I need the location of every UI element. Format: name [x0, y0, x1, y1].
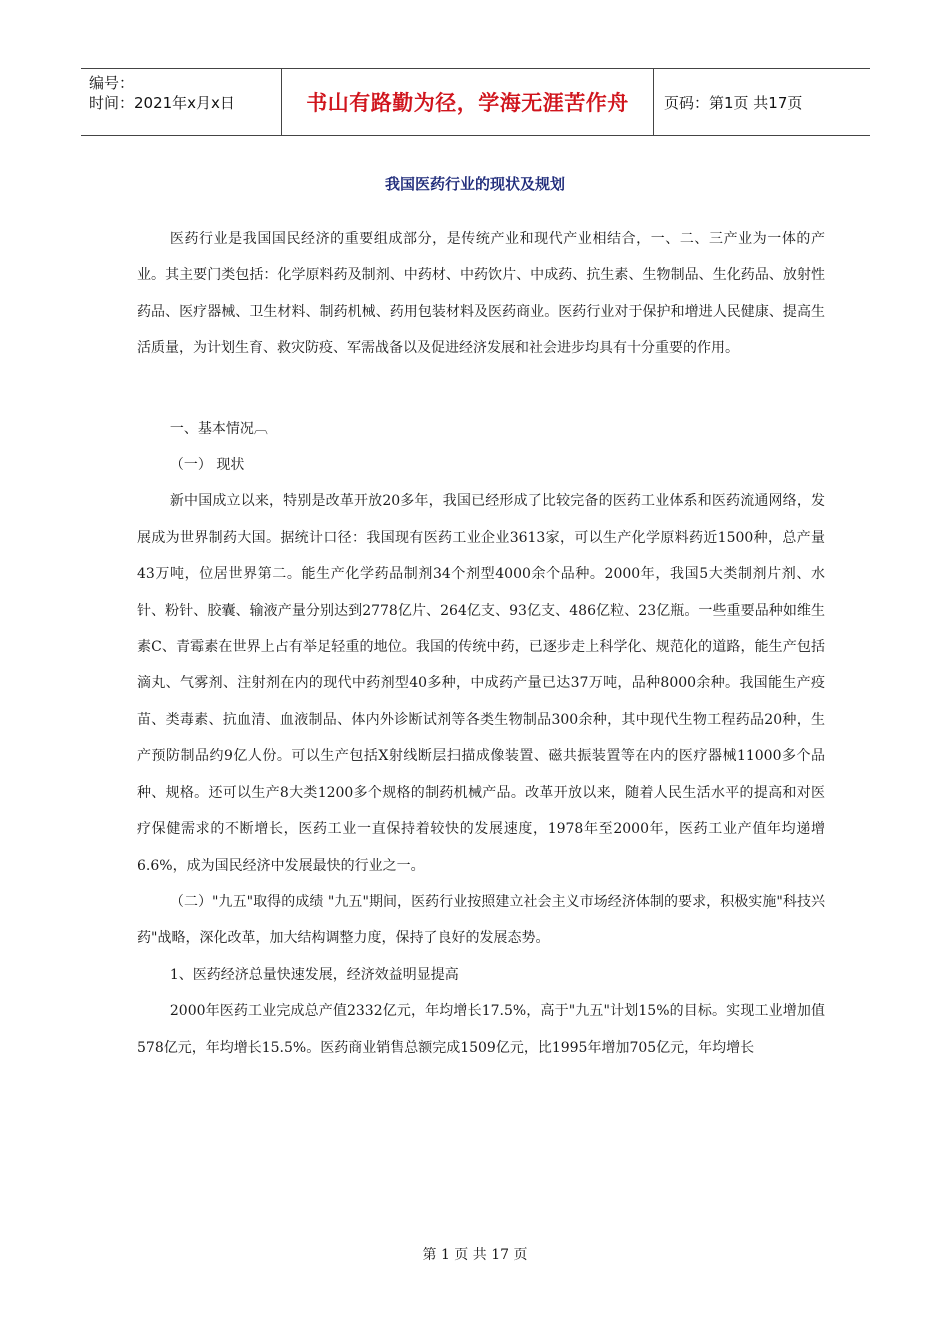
- paragraph-output: 2000年医药工业完成总产值2332亿元，年均增长17.5%，高于"九五"计划15%的目标。实现工业增加值578亿元，年均增长15.5%。医药商业销售总额完成1509亿元，比1995年增加705亿元，年均增长: [137, 1003, 825, 1056]
- header-motto: 书山有路勤为径，学海无涯苦作舟: [281, 69, 654, 135]
- document-body: [137, 221, 825, 1066]
- document-header: [81, 68, 870, 136]
- header-page-info: 页码：第1页 共17页: [664, 93, 803, 112]
- section-heading-basic: 一、基本情况︹: [169, 420, 268, 437]
- paragraph-achievements: （二）"九五"取得的成绩 "九五"期间，医药行业按照建立社会主义市场经济体制的要求，积极实施"科技兴药"战略，深化改革，加大结构调整力度，保持了良好的发展态势。: [137, 893, 825, 947]
- subsection-heading-status: （一） 现状: [169, 457, 245, 474]
- paragraph-intro: 医药行业是我国国民经济的重要组成部分，是传统产业和现代产业相结合，一、二、三产业为一体的产业。其主要门类包括：化学原料药及制剂、中药材、中药饮片、中成药、抗生素、生物制品、生化药品、放射性药品、医疗器械、卫生材料、制药机械、药用包装材料及医药商业。医药行业对于保护和增进人民健康、提高生活质量，为计划生育、救灾防疫、军需战备以及促进经济发展和社会进步均具有十分重要的作用。: [137, 231, 825, 357]
- page-footer: 第 1 页 共 17 页: [422, 1247, 528, 1263]
- paragraph-status: 新中国成立以来，特别是改革开放20多年，我国已经形成了比较完备的医药工业体系和医药流通网络，发展成为世界制药大国。据统计口径：我国现有医药工业企业3613家，可以生产化学原料药近1500种，总产量43万吨，位居世界第二。能生产化学药品制剂34个剂型4000余个品种。2000年，我国5大类制剂片剂、水针、粉针、胶囊、输液产量分别达到2778亿片、264亿支、93亿支、486亿粒、23亿瓶。一些重要品种如维生素C、青霉素在世界上占有举足轻重的地位。我国的传统中药，已逐步走上科学化、规范化的道路，能生产包括滴丸、气雾剂、注射剂在内的现代中药剂型40多种，中成药产量已达37万吨，品种8000余种。我国能生产疫苗、类毒素、抗血清、血液制品、体内外诊断试剂等各类生物制品300余种，其中现代生物工程药品20种，生产预防制品约9亿人份。可以生产包括X射线断层扫描成像装置、磁共振装置等在内的医疗器械11000多个品种、规格。还可以生产8大类1200多个规格的制药机械产品。改革开放以来，随着人民生活水平的提高和对医疗保健需求的不断增长，医药工业一直保持着较快的发展速度，1978年至2000年，医药工业产值年均递增6.6%，成为国民经济中发展最快的行业之一。: [137, 493, 825, 874]
- number-label: 编号：: [89, 74, 135, 92]
- item-heading-economy: 1、医药经济总量快速发展，经济效益明显提高: [169, 966, 459, 983]
- spacer: [137, 367, 825, 411]
- date-label: 时间：2021年x月x日: [89, 94, 235, 112]
- header-meta: [81, 69, 281, 135]
- document-title: 我国医药行业的现状及规划: [384, 175, 565, 193]
